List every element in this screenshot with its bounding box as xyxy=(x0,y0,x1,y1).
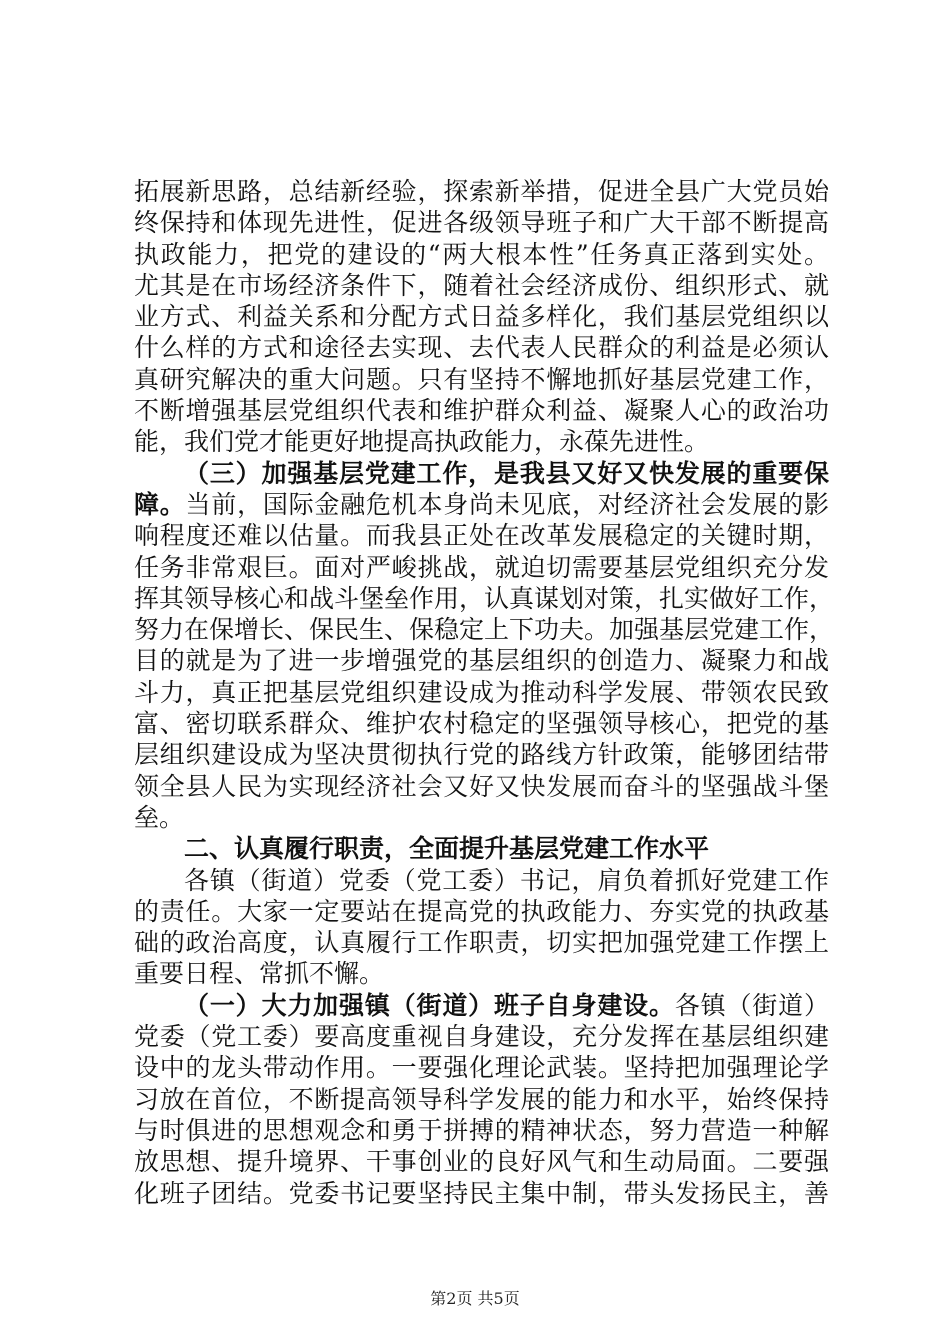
text-line xyxy=(134,1021,829,1052)
body-text: 拓展新思路，总结新经验，探索新举措，促进全县广大党员始 xyxy=(134,177,829,206)
body-text: 垒。 xyxy=(134,802,185,832)
text-line xyxy=(134,301,829,332)
text-line xyxy=(134,364,829,395)
body-text: 习放在首位，不断提高领导科学发展的能力和水平，始终保持 xyxy=(134,1084,829,1114)
text-line xyxy=(134,426,829,457)
body-text: 能，我们党才能更好地提高执政能力，永葆先进性。 xyxy=(134,427,710,457)
document-body xyxy=(134,176,835,1209)
text-line xyxy=(134,802,829,833)
text-line xyxy=(134,614,835,645)
body-text: 与时俱进的思想观念和勇于拼搏的精神状态，努力营造一种解 xyxy=(134,1115,829,1145)
body-text: 终保持和体现先进性，促进各级领导班子和广大干部不断提高 xyxy=(134,208,829,238)
text-line xyxy=(134,1052,829,1083)
text-line xyxy=(134,520,829,551)
text-line xyxy=(134,677,829,708)
text-line xyxy=(134,332,829,363)
text-line xyxy=(134,1115,829,1146)
bold-heading-text: 障。 xyxy=(134,489,186,519)
body-text: 尤其是在市场经济条件下，随着社会经济成份、组织形式、就 xyxy=(134,270,829,300)
body-text: 当前，国际金融危机本身尚未见底，对经济社会发展的影 xyxy=(185,489,829,519)
body-text: 础的政治高度，认真履行工作职责，切实把加强党建工作摆上 xyxy=(134,928,829,958)
body-text: 什么样的方式和途径去实现、去代表人民群众的利益是必须认 xyxy=(134,333,829,363)
text-line xyxy=(134,771,829,802)
body-text: 富、密切联系群众、维护农村稳定的坚强领导核心，把党的基 xyxy=(134,709,829,739)
text-line xyxy=(134,990,829,1021)
text-line xyxy=(134,708,829,739)
body-text: 设中的龙头带动作用。一要强化理论武装。坚持把加强理论学 xyxy=(134,1053,829,1083)
body-text: 放思想、提升境界、干事创业的良好风气和生动局面。二要强 xyxy=(134,1147,829,1177)
text-line xyxy=(134,207,829,238)
text-line xyxy=(134,270,829,301)
text-line xyxy=(134,896,829,927)
text-line xyxy=(134,1178,829,1209)
body-text: 的责任。大家一定要站在提高党的执政能力、夯实党的执政基 xyxy=(134,896,829,926)
bold-heading-text: 二、认真履行职责，全面提升基层党建工作水平 xyxy=(184,834,710,864)
text-line xyxy=(134,395,829,426)
text-line xyxy=(134,458,829,489)
body-text: 领全县人民为实现经济社会又好又快发展而奋斗的坚强战斗堡 xyxy=(134,771,829,801)
text-line xyxy=(134,489,829,520)
body-text: 党委（党工委）要高度重视自身建设，充分发挥在基层组织建 xyxy=(134,1022,829,1052)
text-line xyxy=(134,1146,829,1177)
body-text: 目的就是为了进一步增强党的基层组织的创造力、凝聚力和战 xyxy=(134,646,829,676)
body-text: 响程度还难以估量。而我县正处在改革发展稳定的关键时期， xyxy=(134,521,829,551)
body-text: 业方式、利益关系和分配方式日益多样化，我们基层党组织以 xyxy=(134,302,829,332)
page-footer: 第2页 共5页 xyxy=(430,1289,520,1308)
text-line xyxy=(134,645,829,676)
text-line xyxy=(134,833,829,864)
body-text: 层组织建设成为坚决贯彻执行党的路线方针政策，能够团结带 xyxy=(134,740,829,770)
body-text: 化班子团结。党委书记要坚持民主集中制，带头发扬民主，善 xyxy=(134,1178,829,1208)
text-line xyxy=(134,176,829,207)
body-text: 斗力，真正把基层党组织建设成为推动科学发展、带领农民致 xyxy=(134,677,829,707)
text-line xyxy=(134,865,829,896)
text-line xyxy=(134,1084,829,1115)
body-text: 不断增强基层党组织代表和维护群众利益、凝聚人心的政治功 xyxy=(134,396,829,426)
body-text: 挥其领导核心和战斗堡垒作用，认真谋划对策，扎实做好工作， xyxy=(134,583,835,613)
bold-heading-text: （一）大力加强镇（街道）班子自身建设。 xyxy=(184,990,675,1020)
text-line xyxy=(134,927,829,958)
text-line xyxy=(134,552,829,583)
text-line xyxy=(134,739,829,770)
body-text: 各镇（街道）党委（党工委）书记，肩负着抓好党建工作 xyxy=(184,865,829,895)
body-text: 重要日程、常抓不懈。 xyxy=(134,959,385,989)
text-line xyxy=(134,239,829,270)
body-text: 任务非常艰巨。面对严峻挑战，就迫切需要基层党组织充分发 xyxy=(134,552,829,582)
body-text: 各镇（街道） xyxy=(674,990,829,1020)
bold-heading-text: （三）加强基层党建工作，是我县又好又快发展的重要保 xyxy=(184,458,829,488)
body-text: 真研究解决的重大问题。只有坚持不懈地抓好基层党建工作， xyxy=(134,364,829,394)
body-text: 执政能力，把党的建设的“两大根本性”任务真正落到实处。 xyxy=(134,239,829,269)
text-line xyxy=(134,583,835,614)
text-line xyxy=(134,958,829,989)
body-text: 努力在保增长、保民生、保稳定上下功夫。加强基层党建工作， xyxy=(134,615,835,645)
